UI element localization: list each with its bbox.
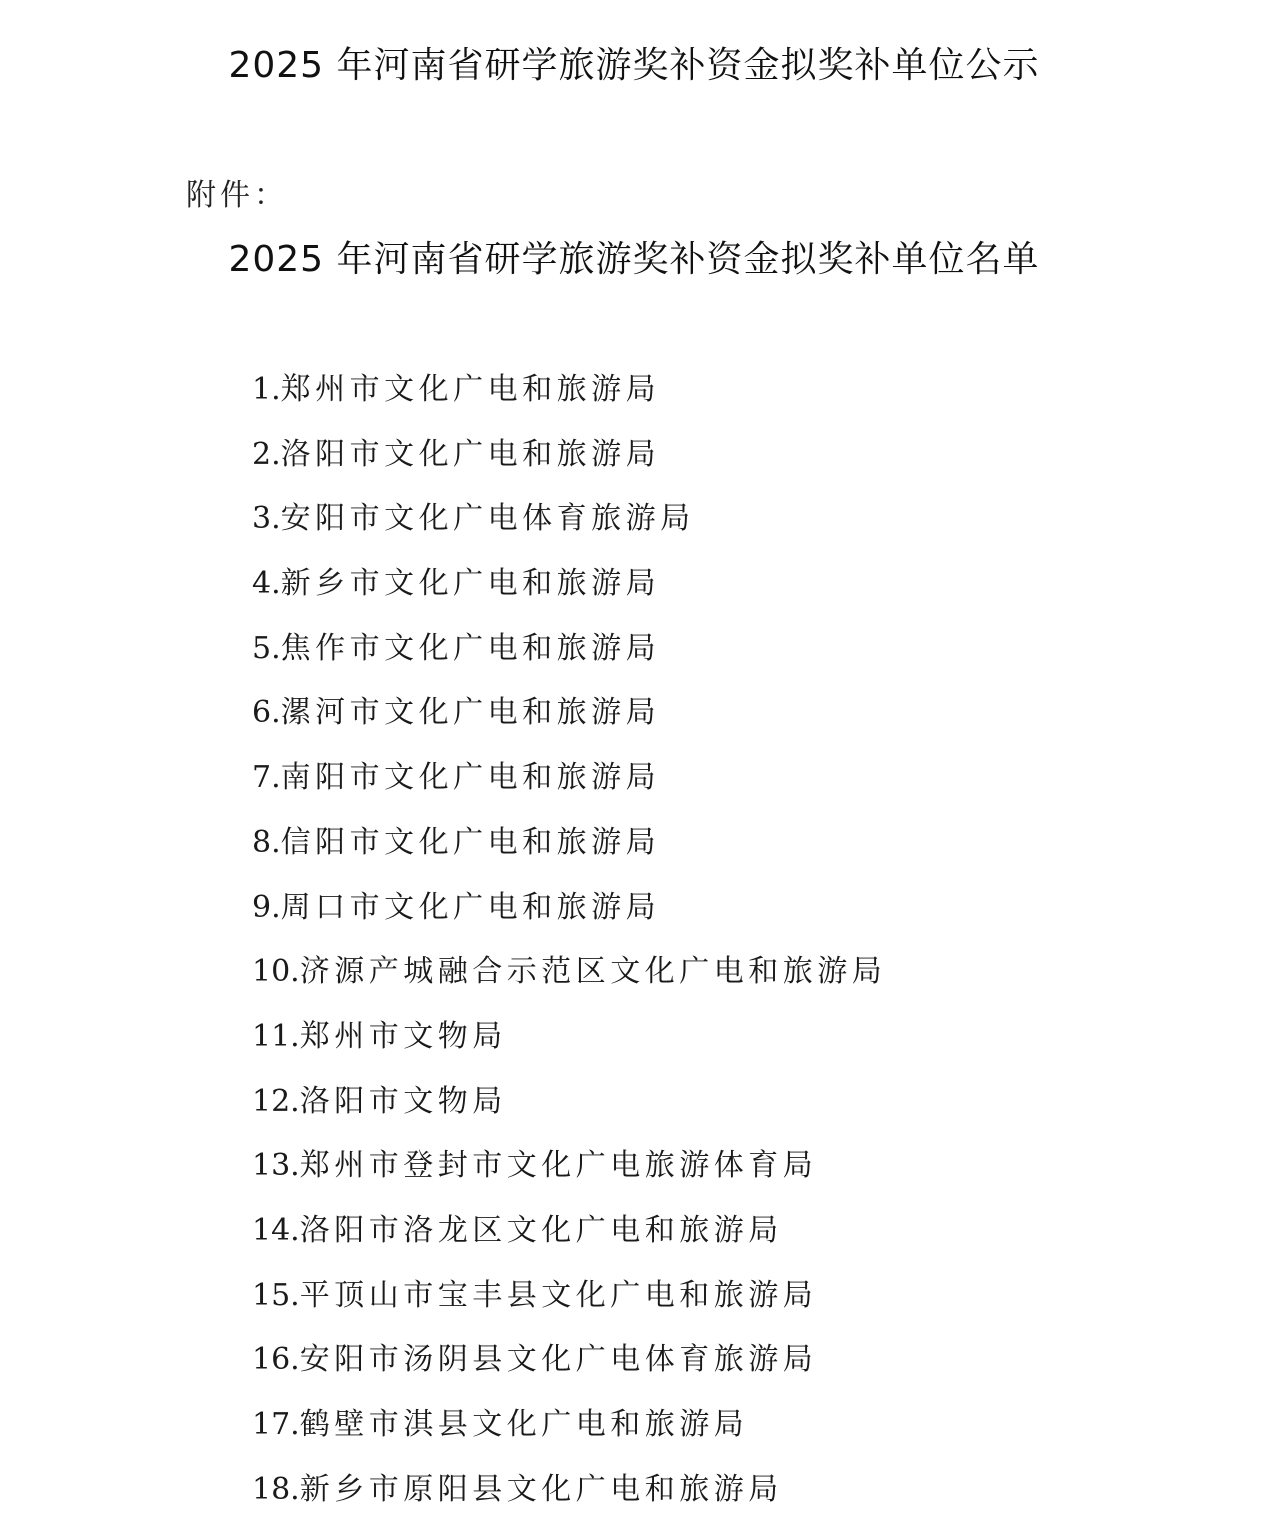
list-item bbox=[252, 756, 886, 821]
list-title: 2025 年河南省研学旅游奖补资金拟奖补单位名单 bbox=[228, 239, 1040, 280]
list-item-name: 新乡市文化广电和旅游局 bbox=[280, 566, 661, 602]
list-item-name: 郑州市文化广电和旅游局 bbox=[280, 372, 661, 407]
list-item-name: 洛阳市洛龙区文化广电和旅游局 bbox=[299, 1212, 783, 1248]
list-item-number: 18. bbox=[252, 1471, 300, 1507]
list-item bbox=[252, 1015, 886, 1080]
list-item-name: 郑州市文物局 bbox=[299, 1018, 507, 1054]
list-item-number: 13. bbox=[252, 1148, 300, 1184]
list-item-name: 周口市文化广电和旅游局 bbox=[280, 889, 661, 925]
list-item-name: 南阳市文化广电和旅游局 bbox=[280, 760, 661, 796]
list-item-name: 鹤壁市淇县文化广电和旅游局 bbox=[299, 1407, 749, 1442]
list-item bbox=[252, 1338, 886, 1403]
list-item bbox=[252, 886, 886, 951]
list-item-number: 4. bbox=[252, 566, 281, 602]
list-item bbox=[252, 1274, 886, 1339]
list-item-number: 5. bbox=[252, 630, 281, 666]
list-item-name: 新乡市原阳县文化广电和旅游局 bbox=[299, 1471, 783, 1507]
list-item bbox=[252, 562, 886, 627]
list-item bbox=[252, 821, 886, 886]
list-item-name: 平顶山市宝丰县文化广电和旅游局 bbox=[299, 1277, 818, 1313]
list-item-name: 漯河市文化广电和旅游局 bbox=[280, 695, 661, 731]
attachment-label: 附件： bbox=[186, 178, 288, 213]
list-item-name: 洛阳市文化广电和旅游局 bbox=[280, 436, 661, 472]
list-item bbox=[252, 691, 886, 756]
list-item-name: 郑州市登封市文化广电旅游体育局 bbox=[299, 1148, 818, 1184]
list-item-number: 16. bbox=[252, 1342, 300, 1378]
list-item-name: 济源产城融合示范区文化广电和旅游局 bbox=[299, 954, 887, 990]
list-item-number: 9. bbox=[252, 889, 281, 925]
list-item-name: 安阳市文化广电体育旅游局 bbox=[280, 501, 695, 537]
list-item-number: 3. bbox=[252, 501, 281, 537]
list-item-name: 安阳市汤阴县文化广电体育旅游局 bbox=[299, 1342, 818, 1378]
list-item-number: 7. bbox=[252, 760, 281, 796]
list-item-number: 17. bbox=[252, 1407, 300, 1442]
list-item-number: 12. bbox=[252, 1083, 300, 1119]
list-item bbox=[252, 1403, 886, 1468]
list-item bbox=[252, 433, 886, 498]
list-item-number: 8. bbox=[252, 824, 281, 860]
list-item-number: 2. bbox=[252, 436, 281, 472]
list-item bbox=[252, 1209, 886, 1274]
list-item bbox=[252, 627, 886, 692]
document-title: 2025 年河南省研学旅游奖补资金拟奖补单位公示 bbox=[228, 45, 1040, 86]
list-item-number: 14. bbox=[252, 1212, 300, 1248]
unit-list bbox=[252, 368, 886, 1532]
list-item-number: 1. bbox=[252, 372, 281, 407]
list-item-name: 洛阳市文物局 bbox=[299, 1083, 507, 1119]
list-item bbox=[252, 1144, 886, 1209]
list-item-number: 10. bbox=[252, 954, 300, 990]
list-item bbox=[252, 497, 886, 562]
list-item-number: 6. bbox=[252, 695, 281, 731]
list-item bbox=[252, 1080, 886, 1145]
list-item bbox=[252, 368, 886, 433]
list-item-name: 信阳市文化广电和旅游局 bbox=[280, 824, 661, 860]
list-item bbox=[252, 950, 886, 1015]
list-item-number: 15. bbox=[252, 1277, 300, 1313]
list-item bbox=[252, 1468, 886, 1532]
list-item-number: 11. bbox=[252, 1018, 300, 1054]
list-item-name: 焦作市文化广电和旅游局 bbox=[280, 630, 661, 666]
